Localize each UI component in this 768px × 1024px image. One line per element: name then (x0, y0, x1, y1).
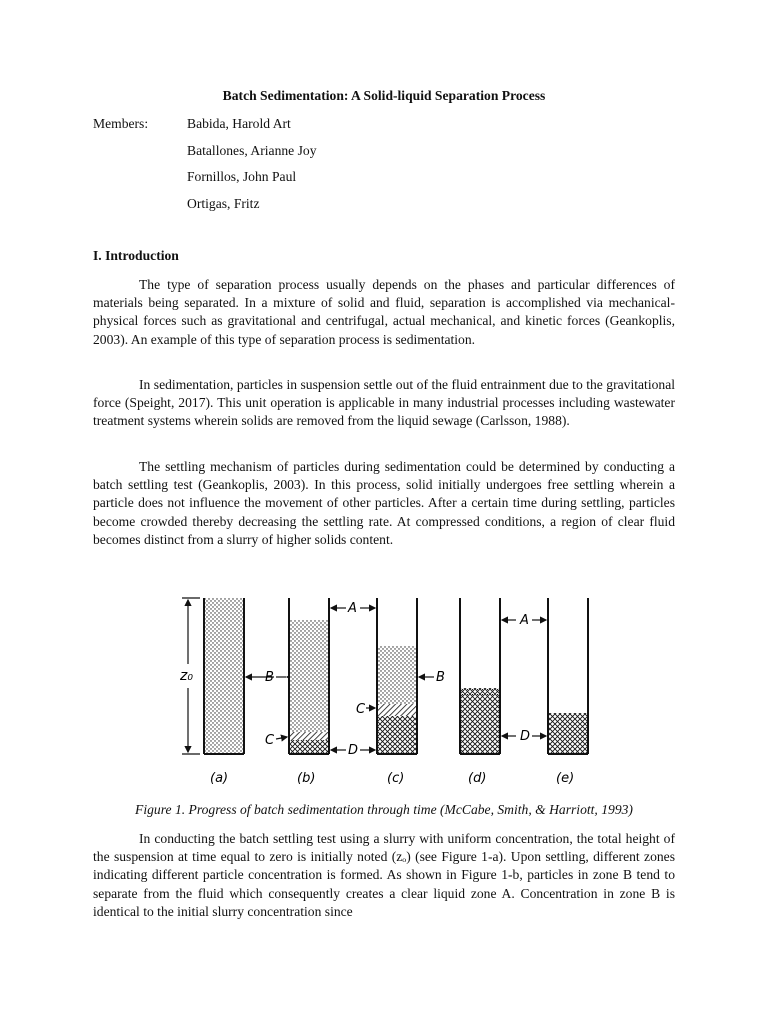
zone-label-d: D (520, 729, 531, 744)
label-arrow (276, 737, 287, 739)
cylinder-d (460, 598, 500, 754)
sedimentation-figure (170, 584, 590, 794)
panel-label-c: (c) (387, 771, 405, 786)
member-name: Fornillos, John Paul (187, 169, 297, 184)
zone-label-c: C (356, 702, 366, 717)
cylinder-e (548, 598, 588, 754)
paragraph: The type of separation process usually depends on the phases and particular differences of materials being separated. In a mixture of solid and fluid, separation is accomplished via mechanical-physical forces such as gravitational and centrifugal, actual mechanical, and kinetic forces (Geankoplis, 2003). An example of this type of separation process is sedimentation. (93, 277, 675, 347)
members-label: Members: (93, 116, 149, 131)
zone-label-b: B (265, 670, 274, 685)
zone-label-d: D (348, 743, 359, 758)
panel-label-e: (e) (556, 771, 575, 786)
figure-caption: Figure 1. Progress of batch sedimentation through time (McCabe, Smith, & Harriott, 1993) (135, 802, 633, 817)
member-name: Ortigas, Fritz (187, 196, 260, 211)
paragraph: The settling mechanism of particles during sedimentation could be determined by conducting a batch settling test (Geankoplis, 2003). In this process, solid initially undergoes free settling wherein a particle does not influence the movement of other particles. After a certain time during settling, particles become crowded thereby decreasing the settling rate. At compressed conditions, a region of clear fluid becomes distinct from a slurry of higher solids content. (93, 459, 675, 547)
cylinder-b (289, 598, 329, 754)
zone-label-a: A (520, 613, 529, 628)
member-name: Batallones, Arianne Joy (187, 143, 317, 158)
cylinder-c (377, 598, 417, 754)
paragraph: In sedimentation, particles in suspension settle out of the fluid entrainment due to the gravitational force (Speight, 2017). This unit operation is applicable in many industrial processes including wastewater treatment systems wherein solids are removed from the liquid sewage (Carlsson, 1988). (93, 377, 675, 429)
panel-label-d: (d) (468, 771, 487, 786)
zone-label-a: A (348, 601, 357, 616)
zone-label-b: B (436, 670, 445, 685)
panel-label-b: (b) (297, 771, 316, 786)
paragraph: In conducting the batch settling test using a slurry with uniform concentration, the total height of the suspension at time equal to zero is initially noted (zₒ) (see Figure 1-a). Upon settling, different zones indicating different particle concentration is formed. As shown in Figure 1-b, particles in zone B tend to separate from the fluid which consequently creates a clear liquid zone A. Concentration in zone B is identical to the initial slurry concentration since (93, 831, 675, 919)
zone-label-c: C (265, 733, 275, 748)
panel-label-a: (a) (210, 771, 229, 786)
document-title: Batch Sedimentation: A Solid-liquid Separation Process (222, 88, 546, 103)
height-label: z₀ (180, 668, 193, 684)
member-name: Babida, Harold Art (187, 116, 291, 131)
cylinder-a (204, 598, 244, 754)
section-heading: I. Introduction (93, 248, 179, 263)
